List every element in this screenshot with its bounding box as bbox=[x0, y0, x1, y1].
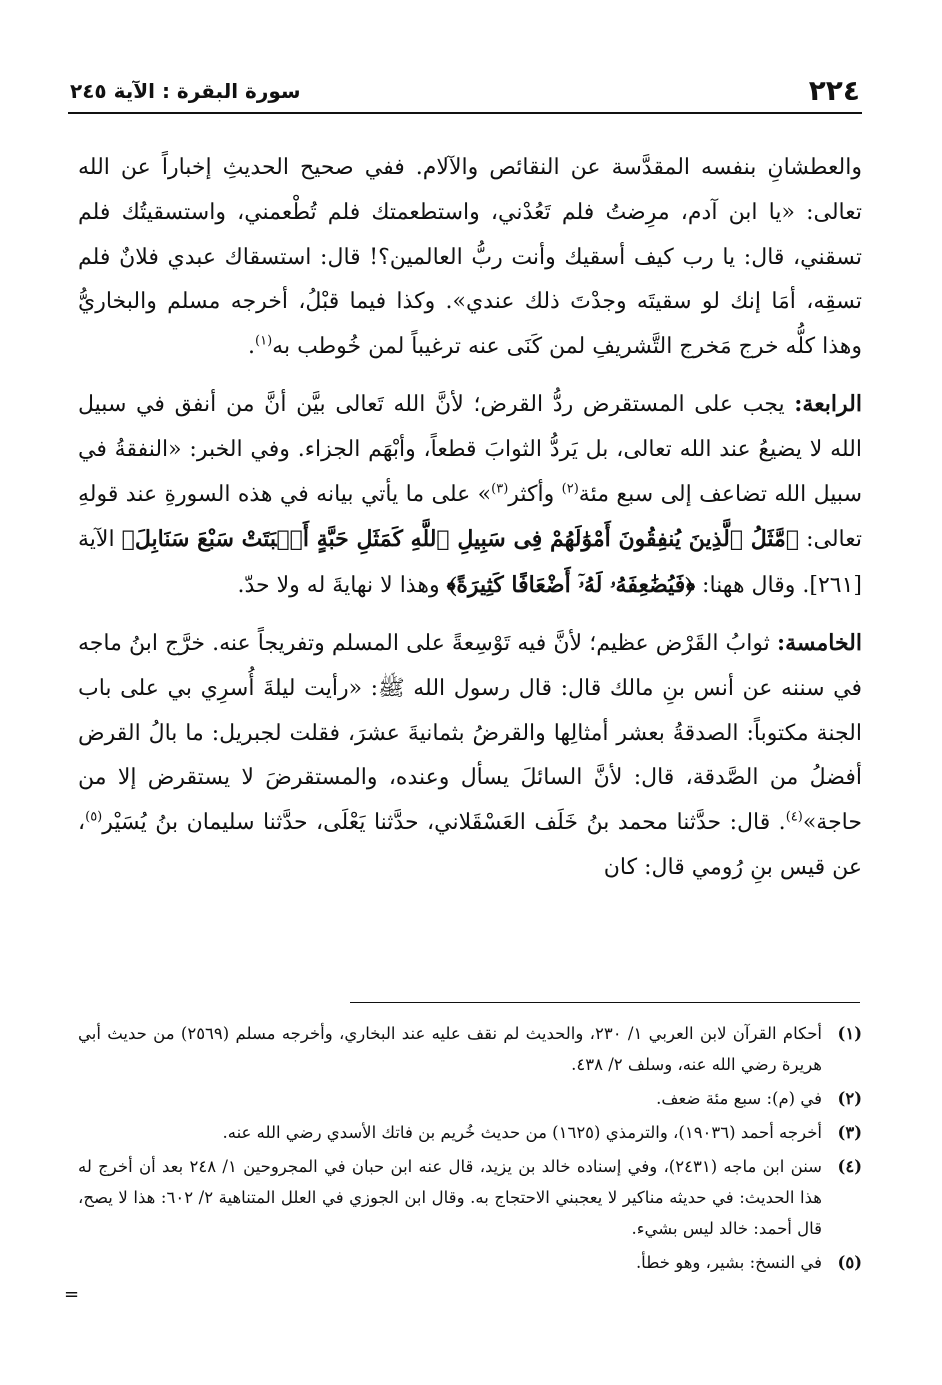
footnote-ref-1[interactable]: (١) bbox=[255, 333, 273, 349]
paragraph-3-text-c: ، عن قيس بنِ رُومي قال: كان bbox=[78, 810, 862, 880]
footnote-3 bbox=[78, 1117, 862, 1148]
main-text bbox=[78, 146, 862, 891]
paragraph-2-text-a: يجب على المستقرض ردُّ القرض؛ لأنَّ الله تَعالى بيَّن أنَّ من أنفق في سبيل الله لا يضيعُ عند الله تعالى، بل يَردُّ الثوابَ قطعاً، وأبْهَم الجزاء. وفي الخبر: «النفقةُ في سبيل الله تضاعف إلى سبع مئة bbox=[78, 391, 863, 507]
paragraph-1-text: والعطشانِ بنفسه المقدَّسة عن النقائص والآلام. ففي صحيح الحديثِ إخباراً عن الله تعالى: «يا ابن آدم، مرِضتُ فلم تَعُدْني، واستطعمتك فلم تُطْعمني، واستسقيتُك فلم تسقني، قال: يا رب كيف أسقيك وأنت ربُّ العالمين؟! قال: استسقاك عبدي فلانٌ فلم تسقِه، أمَا إنك لو سقيتَه وجدْتَ ذلك عندي». وكذا فيما قبْلُ، أخرجه مسلم والبخاريُّ وهذا كلُّه خرج مَخرج التَّشريفِ لمن كَنَى عنه ترغيباً لمن خُوطب به bbox=[78, 155, 862, 360]
footnote-number: (٥) bbox=[837, 1253, 862, 1272]
paragraph-1-end: . bbox=[248, 334, 256, 360]
footnote-ref-5[interactable]: (٥) bbox=[85, 809, 103, 825]
footnote-5 bbox=[78, 1247, 862, 1278]
footnote-number: (١) bbox=[837, 1024, 862, 1043]
footnote-text: أحكام القرآن لابن العربي ١/ ٢٣٠، والحديث لم نقف عليه عند البخاري، وأخرجه مسلم (٢٥٦٩) من حديث أبي هريرة رضي الله عنه، وسلف ٢/ ٤٣٨. bbox=[78, 1024, 823, 1074]
paragraph-3-text-a: ثوابُ القَرْض عظيم؛ لأنَّ فيه تَوْسِعةً على المسلم وتفريجاً عنه. خرَّج ابنُ ماجه في سننه عن أنس بنِ مالك قال: قال رسول الله ﷺ: «رأيت ليلةَ أُسرِي بي على باب الجنة مكتوباً: الصدقةُ بعشر أمثالِها والقرضُ بثمانيةَ عشرَ، فقلت لجبريل: ما بالُ القرض أفضلُ من الصَّدقة، قال: لأنَّ السائلَ يسأل وعنده، والمستقرضَ لا يستقرض إلا من حاجة» bbox=[78, 630, 862, 836]
footnote-number: (٤) bbox=[837, 1157, 862, 1176]
footnote-text: في النسخ: بشير، وهو خطأ. bbox=[635, 1253, 822, 1272]
footnote-1 bbox=[78, 1018, 862, 1080]
paragraph-1 bbox=[78, 146, 862, 370]
footnote-4 bbox=[78, 1151, 862, 1244]
footnote-rule bbox=[350, 1002, 860, 1003]
paragraph-4th-issue bbox=[78, 382, 862, 609]
footnote-2 bbox=[78, 1083, 862, 1114]
footnote-text: أخرجه أحمد (١٩٠٣٦)، والترمذي (١٦٢٥) من حديث خُريم بن فاتك الأسدي رضي الله عنه. bbox=[222, 1123, 822, 1142]
page-header bbox=[70, 70, 860, 106]
footnote-number: (٣) bbox=[837, 1123, 862, 1142]
footnote-ref-4[interactable]: (٤) bbox=[785, 809, 803, 825]
paragraph-5th-issue bbox=[78, 621, 862, 891]
paragraph-2-text-c: » على ما يأتي بيانه في هذه السورةِ عند قولهِ تعالى: bbox=[78, 481, 862, 553]
paragraph-2-text-d: الآية [٢٦١]. وقال ههنا: bbox=[78, 527, 862, 599]
page-number: ٢٢٤ bbox=[808, 74, 860, 107]
footnotes bbox=[78, 1018, 862, 1281]
quran-verse-261: ﴿مَّثَلُ ٱلَّذِينَ يُنفِقُونَ أَمْوَٰلَهُمْ فِى سَبِيلِ ٱللَّهِ كَمَثَلِ حَبَّةٍ أَنۢبَتَتْ سَبْعَ سَنَابِلَ﴾ bbox=[121, 526, 800, 553]
running-title: سورة البقرة : الآية ٢٤٥ bbox=[70, 79, 301, 103]
paragraph-3-text-b: . قال: حدَّثنا محمد بنُ خَلَف العَسْقَلاني، حدَّثنا يَعْلَى، حدَّثنا سليمان بنُ يُسَيْر bbox=[102, 810, 786, 836]
section-heading-fourth: الرابعة: bbox=[794, 390, 862, 417]
paragraph-2-text-e: وهذا لا نهايةَ له ولا حدّ. bbox=[237, 573, 447, 599]
continuation-mark: = bbox=[64, 1284, 80, 1305]
footnote-text: في (م): سبع مئة ضعف. bbox=[656, 1089, 822, 1108]
header-rule bbox=[68, 112, 862, 114]
footnote-ref-3[interactable]: (٣) bbox=[491, 481, 509, 497]
quran-verse-245: ﴿فَيُضَٰعِفَهُۥ لَهُۥٓ أَضْعَافًا كَثِيرَةً﴾ bbox=[446, 572, 696, 599]
footnote-ref-2[interactable]: (٢) bbox=[561, 481, 579, 497]
section-heading-fifth: الخامسة: bbox=[776, 629, 862, 656]
footnote-text: سنن ابن ماجه (٢٤٣١)، وفي إسناده خالد بن يزيد، قال عنه ابن حبان في المجروحين ١/ ٢٤٨ بعد أن أخرج له هذا الحديث: في حديثه مناكير لا يعجبني الاحتجاج به. وقال ابن الجوزي في العلل المتناهية ٢/ ٦٠٢: هذا لا يصح، قال أحمد: خالد ليس بشيء. bbox=[78, 1157, 823, 1238]
footnote-number: (٢) bbox=[837, 1089, 862, 1108]
paragraph-2-text-b: وأكثر bbox=[508, 481, 562, 507]
